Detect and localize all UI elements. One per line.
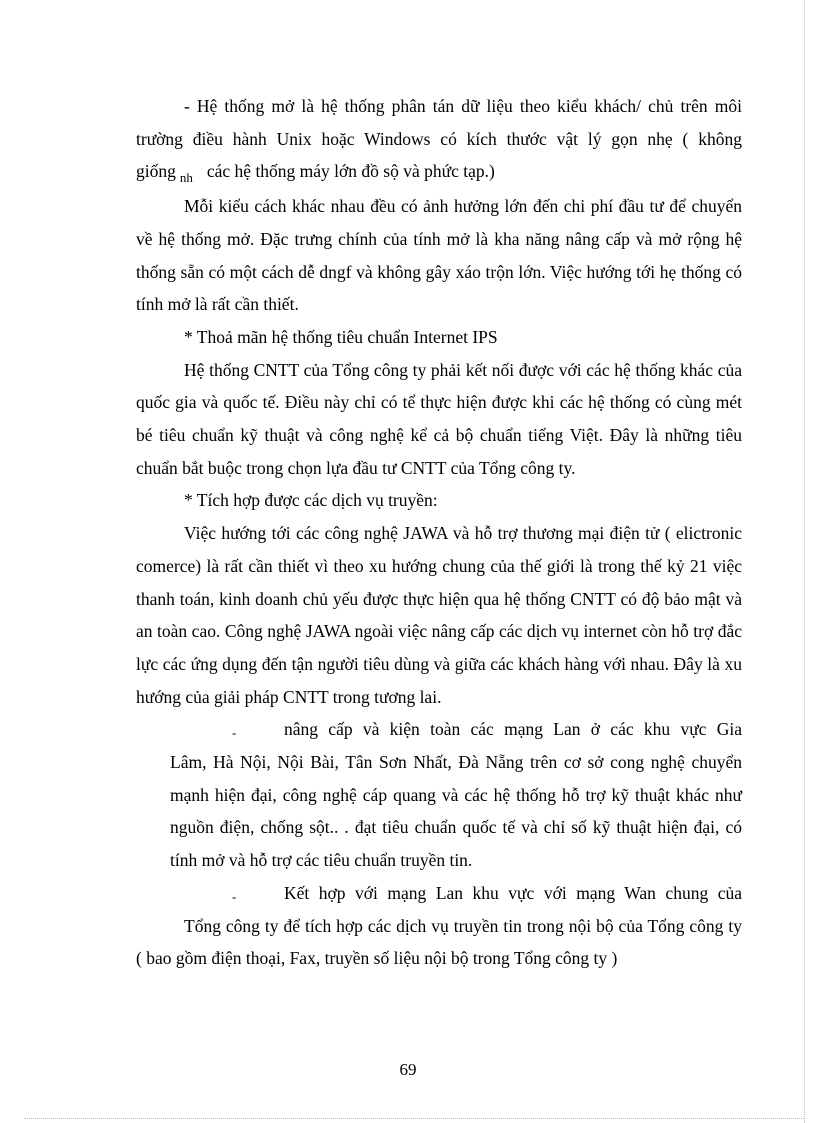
- page-border-right: [804, 0, 805, 1123]
- bullet-dash: -: [232, 725, 237, 741]
- bullet-first-line: nâng cấp và kiện toàn các mạng Lan ở các khu vực Gia: [284, 719, 742, 740]
- paragraph-open-system: - Hệ thống mở là hệ thống phân tán dữ liệu theo kiểu khách/ chủ trên môi trường điều hành Unix hoặc Windows có kích thước vật lý gọn nhẹ ( không giống $_{nh}$ các hệ thống máy lớn đồ sộ và phức tạp.): [136, 96, 743, 186]
- body-text: [136, 90, 742, 975]
- bullet-continuation: Tổng công ty để tích hợp các dịch vụ truyền tin trong nội bộ của Tổng công ty ( bao gồm điện thoại, Fax, truyền số liệu nội bộ trong Tổng công ty ): [136, 915, 742, 969]
- subscript-fragment: nh: [179, 170, 193, 186]
- heading-internet-standard: * Thoả mãn hệ thống tiêu chuẩn Internet IPS: [184, 326, 498, 347]
- paragraph-jawa: Việc hướng tới các công nghệ JAWA và hỗ trợ thương mại điện tử ( elictronic comerce) là rất cần thiết vì theo xu hướng chung của thế giới là trong thế kỷ 21 việc thanh toán, kinh doanh chủ yếu được thực hiện qua hệ thống CNTT có độ bảo mật và an toàn cao. Công nghệ JAWA ngoài việc nâng cấp các dịch vụ internet còn hỗ trợ đắc lực các ứng dụng đến tận người tiêu dùng và giữa các khách hàng với nhau. Đây là xu hướng của giải pháp CNTT trong tương lai.: [136, 523, 742, 707]
- bullet-wan-integration: [136, 877, 742, 975]
- heading-service-integration: * Tích hợp được các dịch vụ truyền:: [184, 490, 438, 511]
- bullet-lan-upgrade: [170, 713, 742, 877]
- bullet-dash: -: [232, 888, 237, 904]
- bullet-continuation: Lâm, Hà Nội, Nội Bài, Tân Sơn Nhất, Đà Nẵng trên cơ sở cong nghệ chuyển mạnh hiện đại, công nghệ cáp quang và các hệ thống hỗ trợ kỹ thuật khác như nguồn điện, chống sột.. . đạt tiêu chuẩn quốc tế và chỉ số kỹ thuật hiện đại, có tính mở và hỗ trợ các tiêu chuẩn truyền tin.: [170, 752, 742, 871]
- paragraph-cost: Mỗi kiểu cách khác nhau đều có ảnh hưởng lớn đến chi phí đầu tư để chuyển về hệ thống mở. Đặc trưng chính của tính mở là kha năng nâng cấp và mở rộng hệ thống sẵn có một cách dễ dngf và không gây xáo trộn lớn. Việc hướng tới hẹ thống có tính mở là rất cần thiết.: [136, 196, 742, 315]
- paragraph-connectivity: Hệ thống CNTT của Tổng công ty phải kết nối được với các hệ thống khác của quốc gia và quốc tế. Điều này chỉ có tể thực hiện được khi các hệ thống có cùng mét bé tiêu chuẩn kỹ thuật và công nghệ kể cả bộ chuẩn tiếng Việt. Đây là những tiêu chuẩn bắt buộc trong chọn lựa đầu tư CNTT của Tổng công ty.: [136, 359, 742, 478]
- page-number: 69: [399, 1060, 417, 1079]
- bullet-first-line: Kết hợp với mạng Lan khu vực với mạng Wan chung của: [284, 882, 742, 903]
- page-border-bottom: [24, 1118, 804, 1119]
